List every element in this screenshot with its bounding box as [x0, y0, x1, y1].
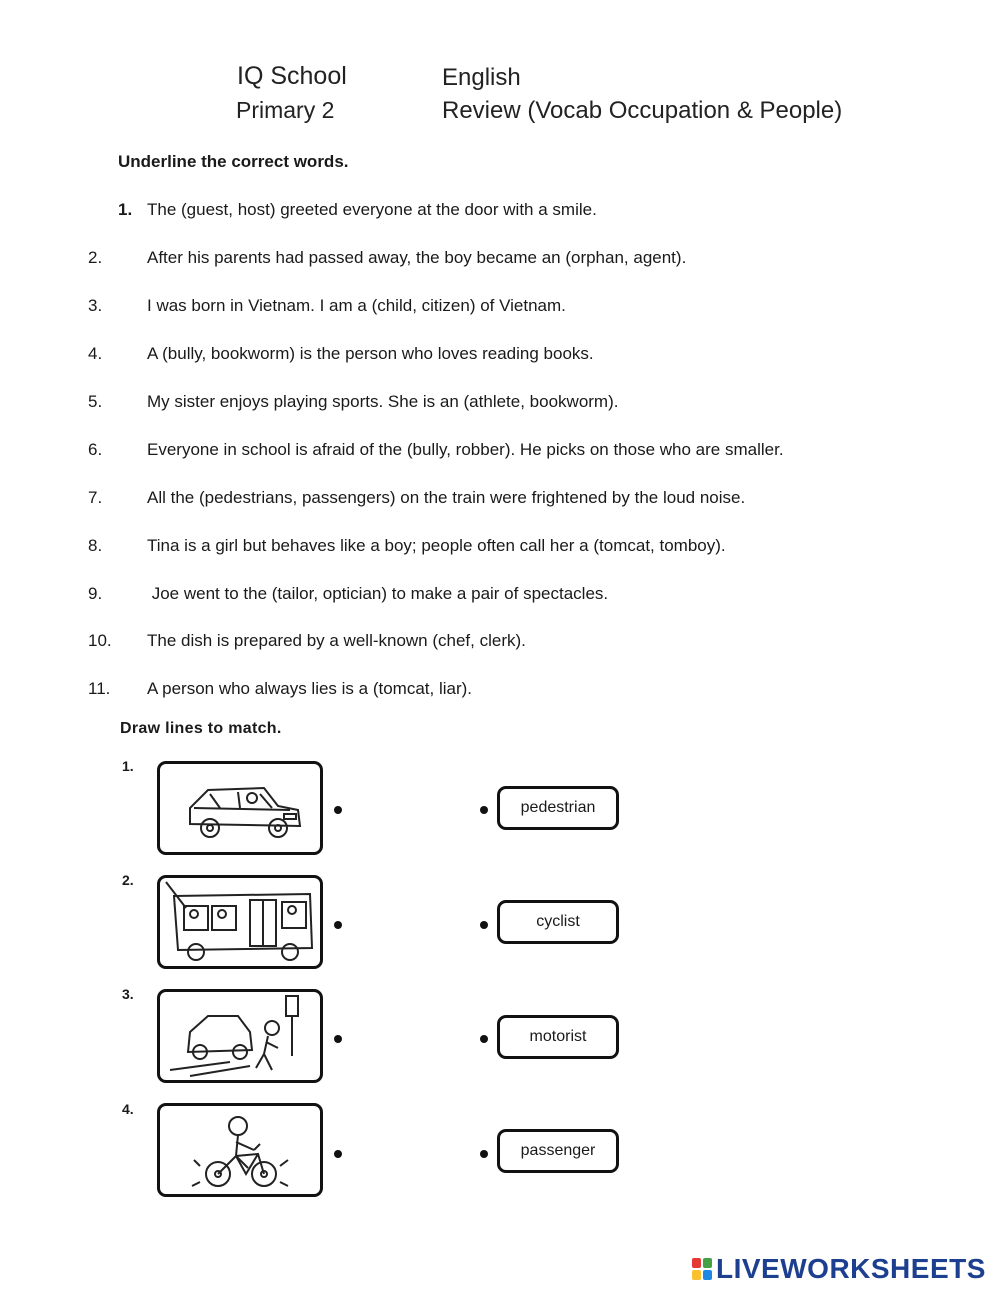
word-box: passenger [497, 1129, 619, 1173]
question-item [0, 488, 1000, 512]
word-box: pedestrian [497, 786, 619, 830]
question-text[interactable]: Everyone in school is afraid of the (bully, robber). He picks on those who are smaller. [147, 440, 784, 459]
question-number: 8. [88, 536, 103, 555]
question-text[interactable]: Joe went to the (tailor, optician) to make a pair of spectacles. [147, 584, 609, 603]
question-text[interactable]: After his parents had passed away, the boy became an (orphan, agent). [147, 248, 687, 267]
match-dot-right[interactable] [480, 806, 488, 814]
question-item [0, 200, 1000, 224]
match-dot-left[interactable] [334, 806, 342, 814]
question-number: 6. [88, 440, 103, 459]
match-dot-right[interactable] [480, 1150, 488, 1158]
worksheet-topic: Review (Vocab Occupation & People) [442, 97, 843, 124]
question-text[interactable]: The dish is prepared by a well-known (chef, clerk). [147, 631, 526, 650]
question-text[interactable]: A person who always lies is a (tomcat, liar). [147, 679, 473, 698]
question-number: 3. [88, 296, 103, 315]
match-number: 1. [122, 758, 134, 774]
pedestrian-crossing-picture [157, 989, 323, 1083]
question-item [0, 536, 1000, 560]
word-box: motorist [497, 1015, 619, 1059]
question-number: 10. [88, 631, 112, 650]
question-text[interactable]: A (bully, bookworm) is the person who loves reading books. [147, 344, 594, 363]
question-text[interactable]: Tina is a girl but behaves like a boy; people often call her a (tomcat, tomboy). [147, 536, 726, 555]
question-item [0, 631, 1000, 655]
logo-grid-icon [692, 1258, 712, 1280]
subject: English [442, 64, 521, 91]
question-text[interactable]: I was born in Vietnam. I am a (child, citizen) of Vietnam. [147, 296, 566, 315]
question-item [0, 440, 1000, 464]
match-dot-left[interactable] [334, 1035, 342, 1043]
grade-level: Primary 2 [236, 97, 335, 123]
underline-instruction: Underline the correct words. [118, 152, 349, 171]
car-driver-picture [157, 761, 323, 855]
question-number: 5. [88, 392, 103, 411]
bus-passengers-picture [157, 875, 323, 969]
boy-cycling-picture [157, 1103, 323, 1197]
question-number: 4. [88, 344, 103, 363]
question-item [0, 392, 1000, 416]
question-text[interactable]: The (guest, host) greeted everyone at the door with a smile. [147, 200, 597, 219]
match-number: 4. [122, 1101, 134, 1117]
question-item [0, 679, 1000, 703]
match-dot-left[interactable] [334, 1150, 342, 1158]
question-number: 1. [118, 200, 133, 219]
question-number: 11. [88, 679, 111, 698]
question-number: 2. [88, 248, 103, 267]
match-dot-right[interactable] [480, 1035, 488, 1043]
match-dot-right[interactable] [480, 921, 488, 929]
question-item [0, 584, 1000, 608]
brand-name: LIVEWORKSHEETS [716, 1253, 986, 1284]
question-item [0, 248, 1000, 272]
question-number: 7. [88, 488, 103, 507]
word-box: cyclist [497, 900, 619, 944]
question-text[interactable]: My sister enjoys playing sports. She is an (athlete, bookworm). [147, 392, 619, 411]
question-item [0, 344, 1000, 368]
match-instruction: Draw lines to match. [120, 720, 282, 737]
match-dot-left[interactable] [334, 921, 342, 929]
match-number: 2. [122, 872, 134, 888]
liveworksheets-logo[interactable] [692, 1254, 986, 1284]
school-name: IQ School [237, 62, 347, 90]
question-text[interactable]: All the (pedestrians, passengers) on the train were frightened by the loud noise. [147, 488, 746, 507]
question-number: 9. [88, 584, 103, 603]
question-item [0, 296, 1000, 320]
match-number: 3. [122, 986, 134, 1002]
